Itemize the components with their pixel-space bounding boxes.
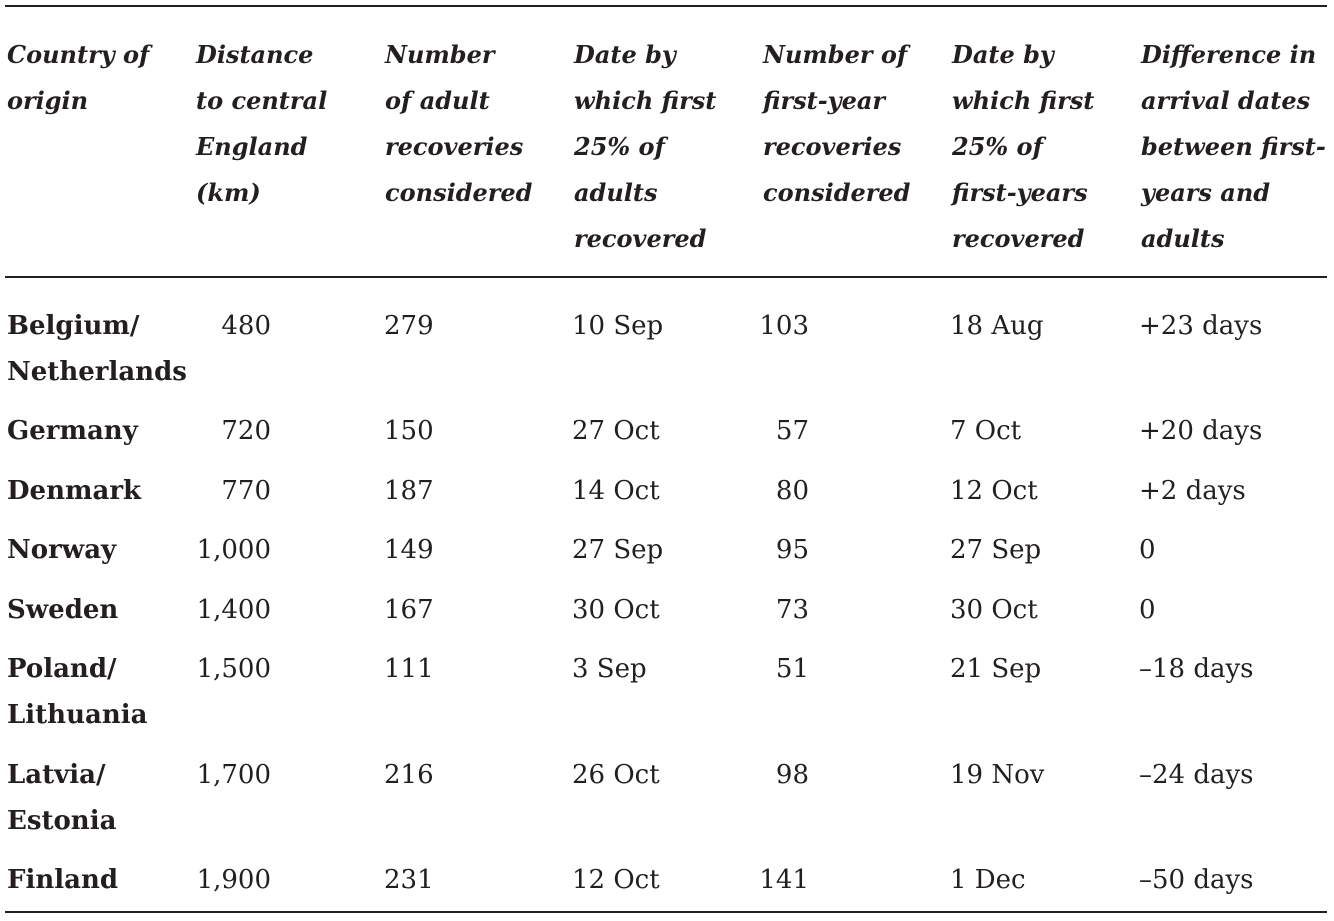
difference-cell: –50 days [1139,865,1254,895]
difference-cell: +20 days [1139,416,1263,446]
adult-date-cell: 3 Sep [572,654,647,684]
header-rule [5,276,1327,278]
adult-date-cell: 30 Oct [572,595,660,625]
first-year-date-cell: 1 Dec [950,865,1026,895]
header-country: Country of origin [7,40,150,115]
first-year-recoveries-cell: 80 [775,476,809,506]
adult-recoveries-cell: 187 [384,476,434,506]
country-cell: Latvia/ Estonia [7,760,117,836]
distance-cell: 1,400 [196,595,271,625]
country-cell: Germany [7,416,138,446]
first-year-recoveries-cell: 73 [775,595,809,625]
adult-recoveries-cell: 216 [384,760,434,790]
header-difference: Difference in arrival dates between first- years and adults [1141,40,1326,253]
difference-cell: +2 days [1139,476,1246,506]
country-cell: Sweden [7,595,119,625]
adult-date-cell: 10 Sep [572,311,664,341]
first-year-recoveries-cell: 98 [775,760,809,790]
difference-cell: +23 days [1139,311,1263,341]
adult-date-cell: 27 Sep [572,535,664,565]
difference-cell: –24 days [1139,760,1254,790]
adult-date-cell: 14 Oct [572,476,660,506]
first-year-date-cell: 18 Aug [950,311,1044,341]
adult-date-cell: 26 Oct [572,760,660,790]
adult-date-cell: 12 Oct [572,865,660,895]
top-rule [5,5,1327,7]
first-year-recoveries-cell: 57 [775,416,809,446]
distance-cell: 720 [221,416,271,446]
header-adult-recoveries: Number of adult recoveries considered [385,40,533,207]
first-year-recoveries-cell: 51 [775,654,809,684]
first-year-recoveries-cell: 141 [759,865,809,895]
adult-recoveries-cell: 279 [384,311,434,341]
adult-recoveries-cell: 231 [384,865,434,895]
country-cell: Finland [7,865,119,895]
distance-cell: 1,900 [196,865,271,895]
country-cell: Denmark [7,476,142,506]
difference-cell: 0 [1139,595,1156,625]
distance-cell: 1,700 [196,760,271,790]
adult-recoveries-cell: 149 [384,535,434,565]
adult-recoveries-cell: 150 [384,416,434,446]
header-first-year-date: Date by which first 25% of first-years recovered [952,40,1095,253]
distance-cell: 1,000 [196,535,271,565]
adult-recoveries-cell: 111 [384,654,434,684]
adult-recoveries-cell: 167 [384,595,434,625]
first-year-recoveries-cell: 95 [775,535,809,565]
distance-cell: 1,500 [196,654,271,684]
difference-cell: 0 [1139,535,1156,565]
first-year-date-cell: 21 Sep [950,654,1042,684]
header-distance: Distance to central England (km) [196,40,328,207]
distance-cell: 770 [221,476,271,506]
difference-cell: –18 days [1139,654,1254,684]
first-year-date-cell: 27 Sep [950,535,1042,565]
country-cell: Poland/ Lithuania [7,654,148,730]
adult-date-cell: 27 Oct [572,416,660,446]
country-cell: Belgium/ Netherlands [7,311,187,387]
bottom-rule [5,911,1327,913]
first-year-date-cell: 30 Oct [950,595,1038,625]
header-first-year-recoveries: Number of first-year recoveries considered [763,40,911,207]
country-cell: Norway [7,535,117,565]
first-year-recoveries-cell: 103 [759,311,809,341]
first-year-date-cell: 19 Nov [950,760,1045,790]
first-year-date-cell: 7 Oct [950,416,1022,446]
distance-cell: 480 [221,311,271,341]
header-adult-date: Date by which first 25% of adults recovered [574,40,717,253]
first-year-date-cell: 12 Oct [950,476,1038,506]
